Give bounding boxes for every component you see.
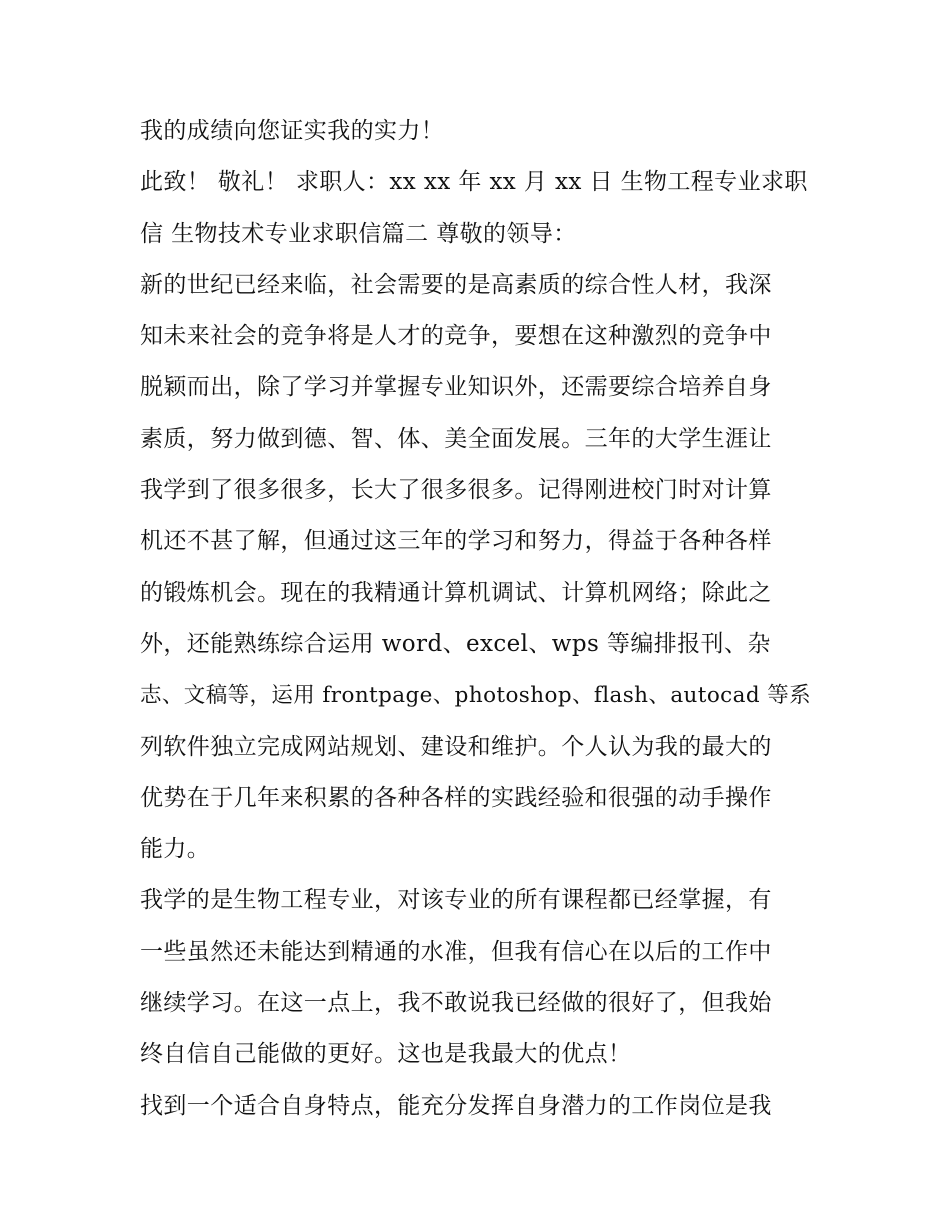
text-line: 新的世纪已经来临，社会需要的是高素质的综合性人材，我深: [140, 271, 772, 298]
text-line: 脱颖而出，除了学习并掌握专业知识外，还需要综合培养自身: [140, 374, 772, 401]
paragraph-salutation: [140, 157, 812, 260]
paragraph-closing-sentence: [140, 106, 812, 157]
text-line: 列软件独立完成网站规划、建设和维护。个人认为我的最大的: [140, 733, 772, 760]
letter-body: [140, 106, 812, 1132]
text-line: 此致！ 敬礼！ 求职人：xx xx 年 xx 月 xx 日 生物工程专业求职: [140, 169, 808, 196]
text-line: 我的成绩向您证实我的实力！: [140, 118, 445, 144]
text-line: 优势在于几年来积累的各种各样的实践经验和很强的动手操作: [140, 784, 772, 811]
text-line: 终自信自己能做的更好。这也是我最大的优点！: [140, 1041, 632, 1068]
text-line: 一些虽然还未能达到精通的水准，但我有信心在以后的工作中: [140, 938, 772, 965]
text-line: 知未来社会的竞争将是人才的竞争，要想在这种激烈的竞争中: [140, 323, 772, 350]
paragraph-major: [140, 875, 812, 1080]
paragraph-introduction: [140, 260, 812, 876]
text-line: 我学的是生物工程专业，对该专业的所有课程都已经掌握，有: [140, 887, 772, 914]
text-line: 我学到了很多很多，长大了很多很多。记得刚进校门时对计算: [140, 477, 772, 504]
text-line: 的锻炼机会。现在的我精通计算机调试、计算机网络；除此之: [140, 579, 772, 606]
text-line: 继续学习。在这一点上，我不敢说我已经做的很好了，但我始: [140, 990, 772, 1017]
text-line: 外，还能熟练综合运用 word、excel、wps 等编排报刊、杂: [140, 630, 771, 657]
text-line: 信 生物技术专业求职信篇二 尊敬的领导：: [140, 220, 577, 247]
text-line: 找到一个适合自身特点，能充分发挥自身潜力的工作岗位是我: [140, 1092, 772, 1119]
paragraph-goal: [140, 1081, 812, 1132]
text-line: 机还不甚了解，但通过这三年的学习和努力，得益于各种各样: [140, 528, 772, 555]
text-line: 志、文稿等，运用 frontpage、photoshop、flash、autocad 等系: [140, 683, 812, 709]
text-line: 能力。: [140, 836, 211, 863]
text-line: 素质，努力做到德、智、体、美全面发展。三年的大学生涯让: [140, 425, 772, 452]
